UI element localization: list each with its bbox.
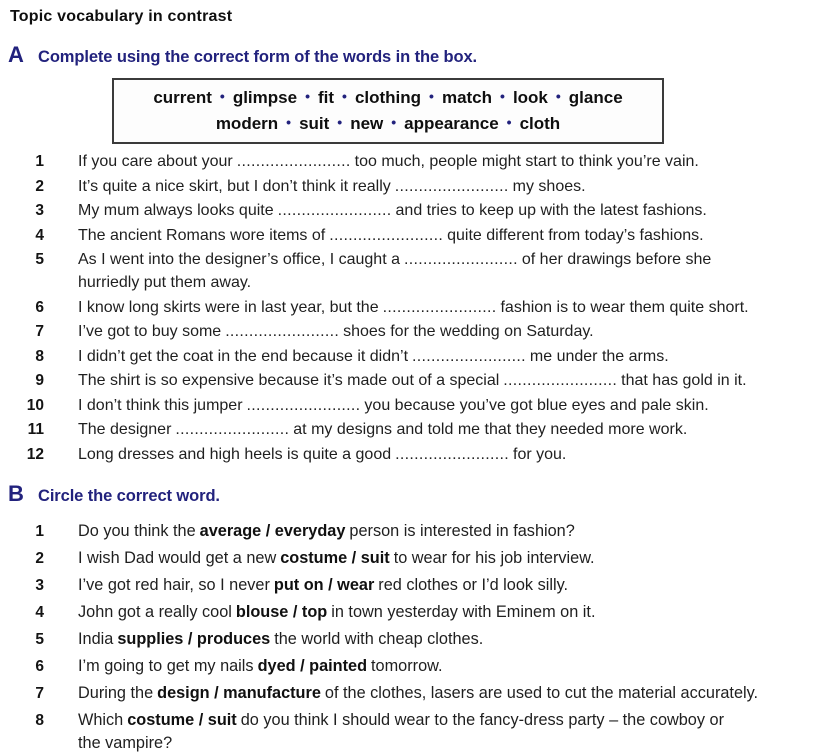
sentence-post: the world with cheap clothes.: [274, 629, 484, 648]
sentence-line: [78, 443, 566, 466]
sentence-line: [78, 296, 749, 319]
sentence-pre: I don’t think this jumper: [78, 396, 243, 414]
sentence-line: [78, 655, 443, 679]
word-box: [112, 78, 664, 144]
item-number: 2: [35, 549, 44, 567]
exercise-item-b: [0, 682, 839, 706]
sentence-line: [78, 150, 699, 173]
sentence-line: [78, 574, 568, 598]
item-number: 1: [35, 153, 44, 170]
item-number: 7: [35, 323, 44, 340]
exercise-item-a: [0, 248, 839, 294]
item-number: 9: [35, 372, 44, 389]
exercise-item-a: [0, 224, 839, 247]
sentence-pre: India: [78, 629, 114, 648]
exercise-item-b: [0, 601, 839, 625]
word-choice: costume / suit: [280, 548, 390, 567]
section-b-heading: Circle the correct word.: [38, 486, 220, 505]
word-item: suit: [299, 114, 330, 133]
section-b-items: [0, 520, 839, 755]
fill-in-blank: ........................: [503, 372, 618, 389]
bullet-dot-icon: •: [429, 88, 434, 104]
item-text: [78, 520, 575, 544]
sentence-pre: The designer: [78, 421, 172, 438]
word-box-line-2: [114, 110, 662, 136]
sentence-line: [78, 601, 595, 625]
word-choice: put on / wear: [273, 575, 375, 594]
item-number: 2: [35, 177, 44, 195]
fill-in-blank: ........................: [403, 251, 518, 268]
word-item: new: [350, 114, 384, 133]
sentence-pre: John got a really cool: [78, 602, 232, 621]
word-choice: supplies / produces: [117, 629, 271, 648]
sentence-post: and tries to keep up with the latest fashions.: [395, 202, 707, 219]
bullet-dot-icon: •: [286, 114, 292, 130]
sentence-pre: If you care about your: [78, 153, 233, 170]
exercise-item-b: [0, 520, 839, 544]
sentence-line: [78, 547, 595, 571]
sentence-line: [78, 199, 707, 222]
item-text: [78, 248, 711, 294]
word-item: clothing: [354, 88, 422, 107]
item-text: [78, 418, 687, 441]
sentence-pre: Which: [78, 710, 124, 729]
item-number: 11: [27, 421, 44, 438]
sentence-line: [78, 628, 483, 652]
item-text: [78, 628, 483, 652]
bullet-dot-icon: •: [506, 114, 512, 130]
exercise-item-a: [0, 320, 839, 343]
section-b-header: [8, 482, 839, 508]
item-text: [78, 601, 595, 625]
sentence-post: do you think I should wear to the fancy-dress party – the cowboy or: [240, 710, 725, 729]
sentence-pre: I wish Dad would get a new: [78, 548, 277, 567]
exercise-item-b: [0, 709, 839, 755]
item-number: 10: [26, 396, 44, 414]
item-number: 4: [35, 603, 44, 621]
bullet-dot-icon: •: [305, 88, 310, 104]
item-text: [78, 369, 747, 392]
sentence-post: that has gold in it.: [621, 372, 747, 389]
bullet-dot-icon: •: [337, 114, 343, 130]
word-choice: costume / suit: [127, 710, 237, 729]
section-b-letter: B: [8, 480, 24, 506]
section-a-heading: Complete using the correct form of the words in the box.: [38, 48, 478, 66]
item-text: [78, 345, 669, 368]
exercise-item-a: [0, 296, 839, 319]
sentence-post: quite different from today’s fashions.: [447, 226, 704, 244]
fill-in-blank: ........................: [246, 396, 361, 414]
sentence-line: [78, 320, 594, 343]
item-number: 12: [26, 445, 44, 463]
word-box-line-1: [114, 84, 662, 110]
section-a-letter: A: [8, 42, 24, 67]
sentence-pre: I know long skirts were in last year, but the: [78, 298, 379, 316]
sentence-post: shoes for the wedding on Saturday.: [343, 323, 594, 340]
word-item: match: [441, 88, 493, 107]
sentence-line: [78, 418, 687, 441]
sentence-post: you because you’ve got blue eyes and pale skin.: [364, 396, 709, 414]
sentence-line: [78, 394, 709, 417]
item-text: [78, 443, 566, 466]
item-number: 3: [35, 576, 44, 594]
page-title: Topic vocabulary in contrast: [10, 8, 233, 25]
sentence-pre: During the: [78, 683, 154, 702]
sentence-post: for you.: [513, 445, 567, 463]
exercise-item-a: [0, 345, 839, 368]
sentence-post: my shoes.: [512, 177, 586, 195]
item-number: 4: [35, 226, 44, 244]
sentence-pre: The ancient Romans wore items of: [78, 226, 326, 244]
sentence-post: red clothes or I’d look silly.: [378, 575, 569, 594]
item-text: [78, 224, 704, 247]
item-number: 3: [35, 202, 44, 219]
sentence-continuation: hurriedly put them away.: [78, 274, 252, 291]
item-number: 1: [35, 522, 44, 540]
item-text: [78, 655, 443, 679]
fill-in-blank: ........................: [382, 298, 497, 316]
exercise-item-a: [0, 418, 839, 441]
section-a-items: [0, 150, 839, 466]
sentence-post: to wear for his job interview.: [393, 548, 595, 567]
sentence-pre: My mum always looks quite: [78, 202, 274, 219]
fill-in-blank: ........................: [175, 421, 290, 438]
word-choice: design / manufacture: [157, 683, 321, 702]
sentence-post: tomorrow.: [371, 656, 443, 675]
sentence-pre: The shirt is so expensive because it’s made out of a special: [78, 372, 500, 389]
word-item: current: [153, 88, 212, 107]
sentence-pre: As I went into the designer’s office, I caught a: [78, 251, 400, 268]
sentence-post: fashion is to wear them quite short.: [500, 298, 749, 316]
item-text: [78, 682, 758, 706]
fill-in-blank: ........................: [412, 347, 526, 365]
sentence-pre: I’ve got to buy some: [78, 323, 222, 340]
sentence-line: [78, 248, 711, 271]
fill-in-blank: ........................: [329, 226, 444, 244]
bullet-dot-icon: •: [555, 88, 561, 104]
exercise-item-a: [0, 369, 839, 392]
sentence-continuation: the vampire?: [78, 734, 173, 752]
item-number: 7: [35, 684, 44, 702]
item-text: [78, 296, 749, 319]
fill-in-blank: ........................: [236, 153, 351, 170]
exercise-item-a: [0, 199, 839, 222]
word-choice: average / everyday: [199, 521, 346, 540]
word-item: glimpse: [232, 88, 298, 107]
exercise-item-a: [0, 394, 839, 417]
exercise-item-a: [0, 150, 839, 173]
fill-in-blank: ........................: [395, 445, 510, 463]
item-text: [78, 199, 707, 222]
word-item: appearance: [404, 114, 499, 133]
sentence-line: [78, 224, 704, 247]
sentence-pre: Long dresses and high heels is quite a good: [78, 445, 392, 463]
word-choice: blouse / top: [235, 602, 328, 621]
sentence-pre: Do you think the: [78, 521, 196, 540]
word-item: look: [512, 88, 548, 107]
item-text: [78, 175, 586, 198]
sentence-line: [78, 709, 724, 733]
exercise-item-a: [0, 443, 839, 466]
item-number: 8: [35, 347, 44, 365]
sentence-post: in town yesterday with Eminem on it.: [331, 602, 596, 621]
sentence-post: at my designs and told me that they needed more work.: [293, 421, 688, 438]
item-text: [78, 709, 724, 755]
bullet-dot-icon: •: [391, 114, 397, 130]
word-item: cloth: [519, 114, 561, 133]
exercise-item-b: [0, 547, 839, 571]
exercise-item-b: [0, 655, 839, 679]
sentence-line: [78, 682, 758, 706]
item-number: 6: [35, 298, 44, 316]
fill-in-blank: ........................: [394, 177, 509, 195]
section-a-header: [8, 43, 839, 69]
item-text: [78, 574, 568, 598]
bullet-dot-icon: •: [342, 88, 347, 104]
item-number: 6: [35, 657, 44, 675]
exercise-item-b: [0, 628, 839, 652]
item-text: [78, 547, 595, 571]
sentence-post: me under the arms.: [529, 347, 669, 365]
item-text: [78, 320, 594, 343]
item-number: 5: [35, 251, 44, 268]
sentence-post: of her drawings before she: [521, 251, 712, 268]
bullet-dot-icon: •: [500, 88, 505, 104]
exercise-item-a: [0, 175, 839, 198]
item-text: [78, 394, 709, 417]
item-number: 5: [35, 630, 44, 648]
sentence-line: [78, 345, 669, 368]
item-number: 8: [35, 711, 44, 729]
fill-in-blank: ........................: [225, 323, 340, 340]
item-text: [78, 150, 699, 173]
bullet-dot-icon: •: [219, 88, 225, 104]
sentence-pre: I’m going to get my nails: [78, 656, 254, 675]
sentence-line: [78, 175, 586, 198]
fill-in-blank: ........................: [277, 202, 392, 219]
sentence-line: [78, 369, 747, 392]
sentence-pre: I didn’t get the coat in the end because it didn’t: [78, 347, 409, 365]
sentence-post: of the clothes, lasers are used to cut the material accurately.: [324, 683, 759, 702]
sentence-line: [78, 520, 575, 544]
sentence-pre: I’ve got red hair, so I never: [78, 575, 270, 594]
sentence-post: person is interested in fashion?: [349, 521, 575, 540]
sentence-post: too much, people might start to think you’re vain.: [354, 153, 699, 170]
word-item: glance: [568, 88, 623, 107]
word-item: fit: [317, 88, 335, 107]
word-choice: dyed / painted: [257, 656, 368, 675]
word-item: modern: [215, 114, 279, 133]
exercise-item-b: [0, 574, 839, 598]
sentence-pre: It’s quite a nice skirt, but I don’t think it really: [78, 177, 391, 195]
